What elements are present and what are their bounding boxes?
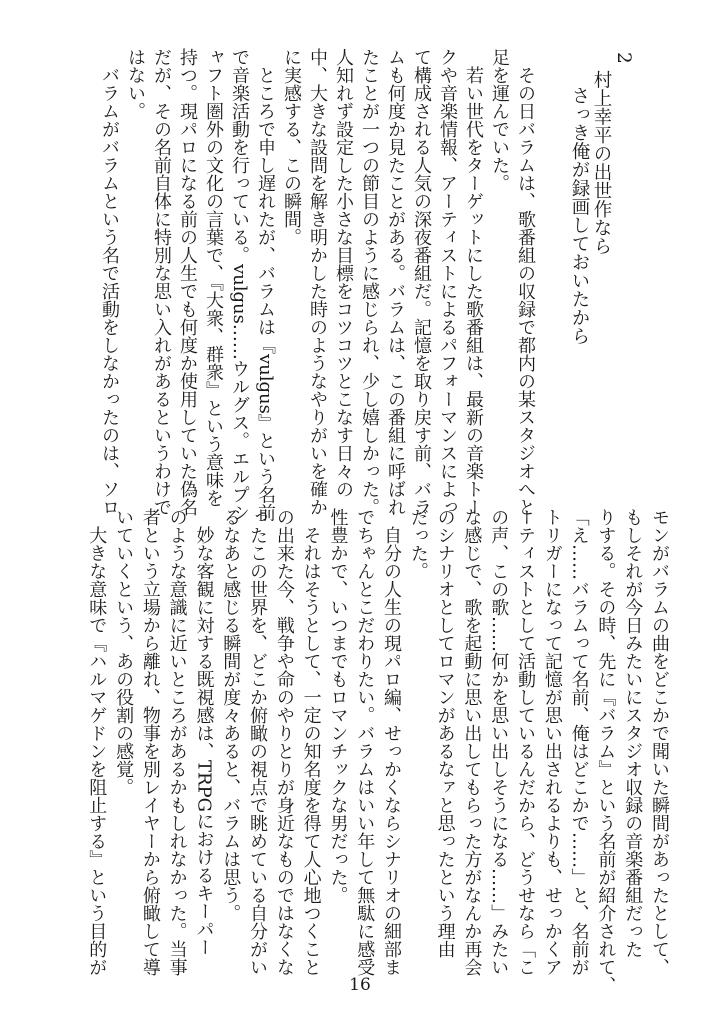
- text-line: クや音楽情報、アーティストによるパフォーマンスによっ: [437, 48, 458, 516]
- text-line: 若い世代をターゲットにした歌番組は、最新の音楽トー: [463, 66, 484, 516]
- text-line: 中、大きな設問を解き明かした時のようなやりがいを確か: [307, 48, 328, 516]
- text-line: 大きな意味で『ハルマゲドンを阻止する』という目的が: [86, 526, 108, 976]
- text-line: 「え……バラムって名前、俺はどこかで……」と、名前が: [568, 508, 590, 976]
- text-line: ったこの世界を、どこか俯瞰の視点で眺めている自分がい: [247, 508, 269, 976]
- text-line: ところで申し遅れたが、バラムは『vulgus』という名前: [255, 66, 276, 522]
- text-line: はない。: [125, 48, 146, 120]
- text-line: バラムがバラムという名で活動をしなかったのは、ソロ: [99, 66, 120, 516]
- text-line: のような意識に近いところがあるかもしれなかった。当事: [166, 508, 188, 976]
- page-number: 16: [349, 975, 371, 995]
- text-line: のシナリオとしてロマンがあるなァと思ったという理由: [434, 508, 456, 958]
- text-line: な感じで、歌を起動に思い出してもらった方がなんか再会: [461, 508, 483, 976]
- text-line: もしそれが今日みたいにスタジオ収録の音楽番組だった: [622, 508, 644, 958]
- text-line: 足を運んでいた。: [489, 48, 510, 192]
- text-line: その日バラムは、歌番組の収録で都内の某スタジオへと: [515, 66, 536, 516]
- text-line: の声、この歌……何かを思い出しそうになる……」みたい: [488, 508, 510, 976]
- text-line: 者という立場から離れ、物事を別レイヤーから俯瞰して導: [139, 508, 161, 976]
- text-line: るなあと感じる瞬間が度々あると、バラムは思う。: [220, 508, 242, 922]
- text-line: でちゃんとこだわりたい。バラムはいい年して無駄に感受: [354, 508, 376, 976]
- text-line: いていくという、あの役割の感覚。: [113, 508, 135, 796]
- chapter-number: 2: [613, 52, 634, 64]
- chapter-title: 村上幸平の出世作なら: [591, 70, 612, 255]
- text-line: 持つ。現パロになる前の人生でも何度か使用していた偽名: [177, 48, 198, 516]
- text-line: だが、その名前自体に特別な思い入れがあるというわけで: [151, 48, 172, 516]
- text-line: だった。: [407, 508, 429, 580]
- text-line: て構成される人気の深夜番組だ。記憶を取り戻す前、バラ: [411, 48, 432, 516]
- text-line: で音楽活動を行っている。vulgus……ウルグス。エルプシ: [229, 48, 250, 522]
- text-line: に実感する、この瞬間。: [281, 48, 302, 246]
- text-line: 妙な客観に対する既視感は、TRPGにおけるキーパー: [193, 526, 215, 957]
- text-line: たことが一つの節目のように感じられ、少し嬉しかった。: [359, 48, 380, 516]
- text-line: りする。その時、先に『バラム』という名前が紹介されて、: [595, 508, 617, 994]
- text-line: 自分の人生の現パロ編、せっかくならシナリオの細部ま: [381, 526, 403, 976]
- text-line: の出来た今、戦争や命のやりとりが身近なものではなくな: [273, 508, 295, 976]
- chapter-heading: [568, 52, 634, 492]
- text-line: 性豊かで、いつまでもロマンチックな男だった。: [327, 508, 349, 904]
- top-text-block: [96, 48, 538, 522]
- text-line: 人知れず設定した小さな目標をコツコツとこなす日々の: [333, 48, 354, 498]
- text-line: ーティストとして活動しているんだから、どうせなら「こ: [515, 508, 537, 976]
- text-line: ャフト圏外の文化の言葉で、『大衆、群衆』という意味を: [203, 48, 224, 507]
- chapter-title-column: [590, 30, 612, 492]
- text-line: それはそうとして、一定の知名度を得て人心地つくこと: [300, 526, 322, 976]
- text-line: ムも何度か見たことがある。バラムは、この番組に呼ばれ: [385, 48, 406, 516]
- chapter-subtitle: さっき俺が録画しておいたから: [569, 86, 590, 345]
- text-line: モンがバラムの曲をどこかで聞いた瞬間があったとして、: [649, 508, 670, 976]
- text-line: トリガーになって記憶が思い出されるよりも、せっかくア: [541, 508, 563, 976]
